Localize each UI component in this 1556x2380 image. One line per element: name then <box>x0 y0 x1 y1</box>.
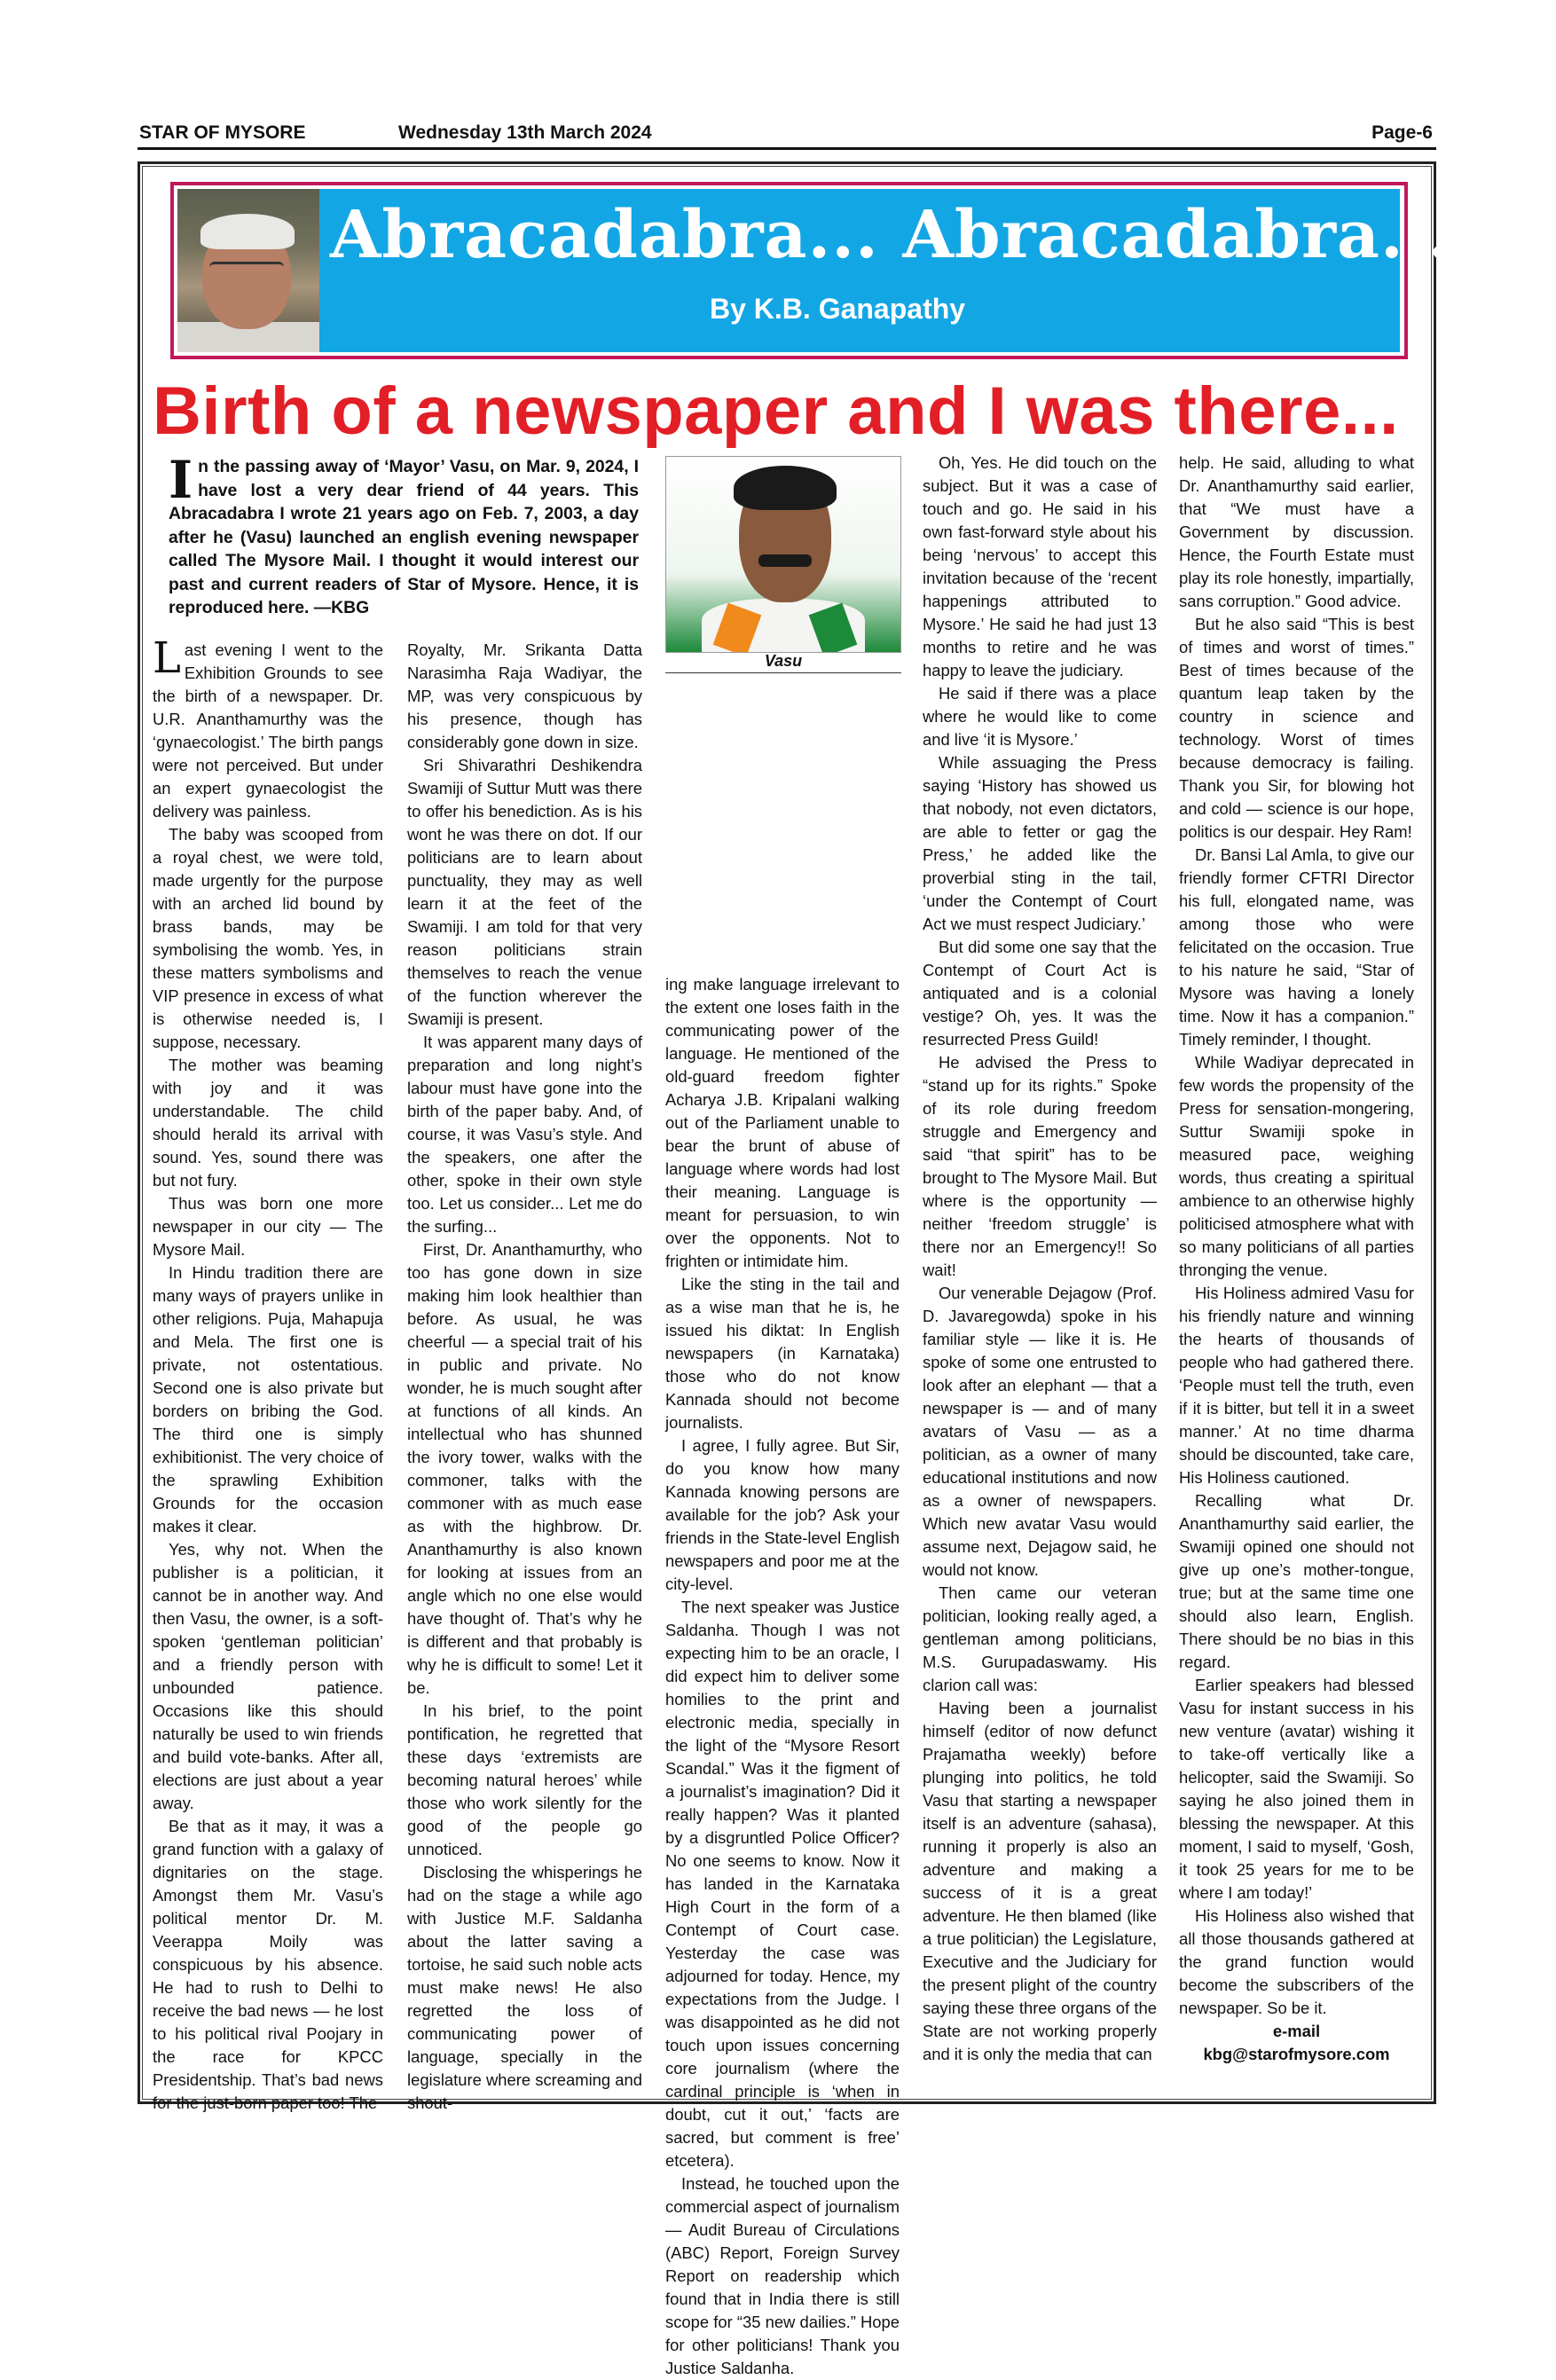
paragraph: The next speaker was Justice Saldanha. Though I was not expecting him to be an oracle, I did expect him to deliver some homilies to the print and electronic media, specially in the light of the “Mysore Resort Scandal.” Was it the figment of a journalist’s imagination? Did it really happen? Was it planted by a disgruntled Police Officer? No one seems to know. Now it has landed in the Karnataka High Court in the form of a Contempt of Court case. Yesterday the case was adjourned for today. Hence, my expectations from the Judge. I was disappointed as he did not touch upon issues concerning core journalism (where the cardinal principle is ‘when in doubt, cut it out,’ ‘facts are sacred, but comment is free’ etcetera). <box>665 1598 900 2170</box>
paragraph: While assuaging the Press saying ‘History has showed us that nobody, not even dictators, are able to fetter or gag the Press,’ he added like the proverbial sting in the tail, ‘under the Contempt of Court Act we must respect Judiciary.’ <box>923 753 1157 933</box>
paragraph: Oh, Yes. He did touch on the subject. But it was a case of touch and go. He said in his own fast-forward style about his being ‘nervous’ to accept this invitation because of the ‘recent happenings attributed to Mysore.’ He said he had just 13 months to retire and he was happy to leave the judiciary. <box>923 453 1157 679</box>
paragraph: First, Dr. Ananthamurthy, who too has gone down in size making him look healthier than before. As usual, he was cheerful — a special trait of his in public and private. No wonder, he is much sought after at functions of all kinds. An intellectual who has shunned the ivory tower, walks with the commoner, talks with the commoner with as much ease as with the highbrow. Dr. Ananthamurthy is also known for looking at issues from an angle which no one else would have thought of. That’s why he is different and that probably is why he is difficult to some! Let it be. <box>407 1240 642 1697</box>
column-byline: By K.B. Ganapathy <box>710 293 966 325</box>
paragraph: But did some one say that the Contempt of Court Act is antiquated and is a colonial vestige? Oh, yes. It was the resurrected Press Guild! <box>923 938 1157 1049</box>
paragraph: In his brief, to the point pontification, he regretted that these days ‘extremists are becoming natural heroes’ while those who work silently for the good of the people go unnoticed. <box>407 1701 642 1858</box>
paragraph: Yes, why not. When the publisher is a politician, it cannot be in another way. And then Vasu, the owner, is a soft-spoken ‘gentleman politician’ and a friendly person with unbounded patience. Occasions like this should naturally be used to win friends and build vote-banks. After all, elections are just about a year away. <box>153 1540 383 1812</box>
author-portrait-icon <box>177 189 319 352</box>
paragraph: The baby was scooped from a royal chest, we were told, made urgently for the purpose with an arched lid bound by brass bands, may be symbolising the womb. Yes, in these matters symbolisms and VIP presence in excess of what is otherwise needed is, I suppose, necessary. <box>153 825 383 1051</box>
column-title: Abracadabra... Abracadabra... <box>330 197 1452 273</box>
paragraph: help. He said, alluding to what Dr. Ananthamurthy said earlier, that “We must have a Government by discussion. Hence, the Fourth Estate must play its role honestly, impartially, sans corruption.” Good advice. <box>1179 453 1414 610</box>
paragraph: He said if there was a place where he would like to come and live ‘it is Mysore.’ <box>923 684 1157 749</box>
intro-dropcap: I <box>169 450 193 510</box>
author-email-link[interactable]: kbg@starofmysore.com <box>1203 2045 1390 2063</box>
article-column-3 <box>665 973 900 2380</box>
paragraph: Royalty, Mr. Srikanta Datta Narasimha Raja Wadiyar, the MP, was very conspicuous by his presence, though has considerably gone down in size. <box>407 640 642 751</box>
column-dropcap: L <box>153 633 181 683</box>
paragraph: His Holiness admired Vasu for his friendly nature and winning the hearts of thousands of people who had gathered there. ‘People must tell the truth, even if it is bitter, but tell it in a sweet manner.’ At no time dharma should be discounted, take care, His Holiness cautioned. <box>1179 1284 1414 1487</box>
paragraph: I agree, I fully agree. But Sir, do you know how many Kannada knowing persons are available for the job? Ask your friends in the State-level English newspapers and poor me at the city-level. <box>665 1436 900 1593</box>
paragraph: He advised the Press to “stand up for its rights.” Spoke of its role during freedom struggle and Emergency and said “that spirit” has to be brought to The Mysore Mail. But where is the opportunity — neither ‘freedom struggle’ is there nor an Emergency!! So wait! <box>923 1053 1157 1279</box>
publication-name: STAR OF MYSORE <box>139 122 306 143</box>
page-number: Page-6 <box>1371 122 1433 143</box>
paragraph: Recalling what Dr. Ananthamurthy said earlier, the Swamiji opined one should not give up one’s mother-tongue, true; but at the same time one should also learn, English. There should be no bias in this regard. <box>1179 1491 1414 1671</box>
paragraph: His Holiness also wished that all those thousands gathered at the grand function would become the subscribers of the newspaper. So be it. <box>1179 1906 1414 2017</box>
paragraph: Sri Shivarathri Deshikendra Swamiji of Suttur Mutt was there to offer his benediction. As is his wont he was there on dot. If our politicians are to learn about punctuality, they may as well learn it at the feet of the Swamiji. I am told for that very reason politicians strain themselves to reach the venue of the function wherever the Swamiji is present. <box>407 756 642 1028</box>
header-rule <box>138 147 1436 150</box>
article-intro <box>169 450 639 620</box>
paragraph: Dr. Bansi Lal Amla, to give our friendly former CFTRI Director his full, elongated name, was among those who were felicitated on the occasion. True to his nature he said, “Star of Mysore was having a lonely time. Now it has a companion.” Timely reminder, I thought. <box>1179 845 1414 1049</box>
article-column-2 <box>407 639 642 2115</box>
paragraph: Be that as it may, it was a grand function with a galaxy of dignitaries on the stage. Amongst them Mr. Vasu’s political mentor Dr. M. Veerappa Moily was conspicuous by his absence. He had to rush to Delhi to receive the bad news — he lost to his political rival Poojary in the race for KPCC Presidentship. That’s bad news for the just-born paper too! The <box>153 1817 383 2112</box>
email-label: e-mail <box>1272 2022 1321 2040</box>
page-header <box>139 122 1433 145</box>
photo-caption: Vasu <box>665 652 901 673</box>
paragraph: In Hindu tradition there are many ways of prayers unlike in other religions. Puja, Mahapuja and Mela. The first one is private, not ostentatious. Second one is also private but borders on bribing the God. The third one is simply exhibitionist. The very choice of the sprawling Exhibition Grounds for the occasion makes it clear. <box>153 1263 383 1536</box>
vasu-photo <box>665 456 901 653</box>
issue-date: Wednesday 13th March 2024 <box>398 122 652 143</box>
paragraph: Disclosing the whisperings he had on the stage a while ago with Justice M.F. Saldanha about the latter saving a tortoise, he said such noble acts must make news! He also regretted the loss of communicating power of language, specially in the legislature where screaming and shout- <box>407 1863 642 2112</box>
article-headline: Birth of a newspaper and I was there... <box>153 373 1399 449</box>
paragraph: While Wadiyar deprecated in few words the propensity of the Press for sensation-mongering, Suttur Swamiji spoke in measured pace, weighing words, thus creating a spiritual ambience to an otherwise highly politicised atmosphere what with so many politicians of all parties thronging the venue. <box>1179 1053 1414 1279</box>
paragraph: Last evening I went to the Exhibition Grounds to see the birth of a newspaper. Dr. U.R. Ananthamurthy was the ‘gynaecologist.’ The birth pangs were not perceived. But under an expert gynaecologist the delivery was painless. <box>153 633 383 821</box>
paragraph: Then came our veteran politician, looking really aged, a gentleman among politicians, M.S. Gurupadaswamy. His clarion call was: <box>923 1583 1157 1694</box>
paragraph: But he also said “This is best of times and worst of times.” Best of times because of the quantum leap taken by the country in science and technology. Worst of times because democracy is failing. Thank you Sir, for blowing hot and cold — science is our hope, politics is our despair. Hey Ram! <box>1179 615 1414 841</box>
article-column-5 <box>1179 452 1414 2066</box>
paragraph: The mother was beaming with joy and it was understandable. The child should herald its arrival with sound. Yes, sound there was but not fury. <box>153 1056 383 1190</box>
paragraph: Instead, he touched upon the commercial aspect of journalism — Audit Bureau of Circulations (ABC) Report, Foreign Survey Report on readership which found that in India there is still scope for “35 new dailies.” Hope for other politicians! Thank you Justice Saldanha. <box>665 2174 900 2377</box>
paragraph: Having been a journalist himself (editor of now defunct Prajamatha weekly) before plunging into politics, he told Vasu that starting a newspaper itself is an adventure (sahasa), running it properly is also an adventure and making a success of it is a great adventure. He then blamed (like a true politician) the Legislature, Executive and the Judiciary for the present plight of the country saying these three organs of the State are not working properly and it is only the media that can <box>923 1699 1157 2063</box>
intro-text: n the passing away of ‘Mayor’ Vasu, on Mar. 9, 2024, I have lost a very dear friend of 44 years. This Abracadabra I wrote 21 years ago on Feb. 7, 2003, a day after he (Vasu) launched an english evening newspaper called The Mysore Mail. I thought it would interest our past and current readers of Star of Mysore. Hence, it is reproduced here. —KBG <box>169 457 639 617</box>
paragraph: ing make language irrelevant to the extent one loses faith in the communicating power of the language. He mentioned of the old-guard freedom fighter Acharya J.B. Kripalani walking out of the Parliament unable to bear the brunt of abuse of language where words had lost their meaning. Language is meant for persuasion, to win over the opponents. Not to frighten or intimidate him. <box>665 975 900 1270</box>
paragraph: Earlier speakers had blessed Vasu for instant success in his new venture (avatar) wishing it to take-off vertically like a helicopter, said the Swamiji. So saying he also joined them in blessing the newspaper. At this moment, I said to myself, ‘Gosh, it took 25 years for me to be where I am today!’ <box>1179 1676 1414 1902</box>
paragraph: Thus was born one more newspaper in our city — The Mysore Mail. <box>153 1194 383 1259</box>
paragraph: It was apparent many days of preparation and long night’s labour must have gone into the birth of the paper baby. And, of course, it was Vasu’s style. And the speakers, one after the other, spoke in their own style too. Let us consider... Let me do the surfing... <box>407 1033 642 1236</box>
article-column-1 <box>153 633 383 2115</box>
paragraph: Like the sting in the tail and as a wise man that he is, he issued his diktat: In English newspapers (in Karnataka) those who do not know Kannada should not become journalists. <box>665 1275 900 1432</box>
paragraph: Our venerable Dejagow (Prof. D. Javaregowda) spoke in his familiar style — like it is. He spoke of some one entrusted to look after an elephant — that a newspaper is — and of many avatars of Vasu — as a politician, as a owner of many educational institutions and now as a owner of newspapers. Which new avatar Vasu would assume next, Dejagow said, he would not know. <box>923 1284 1157 1579</box>
article-column-4 <box>923 452 1157 2066</box>
